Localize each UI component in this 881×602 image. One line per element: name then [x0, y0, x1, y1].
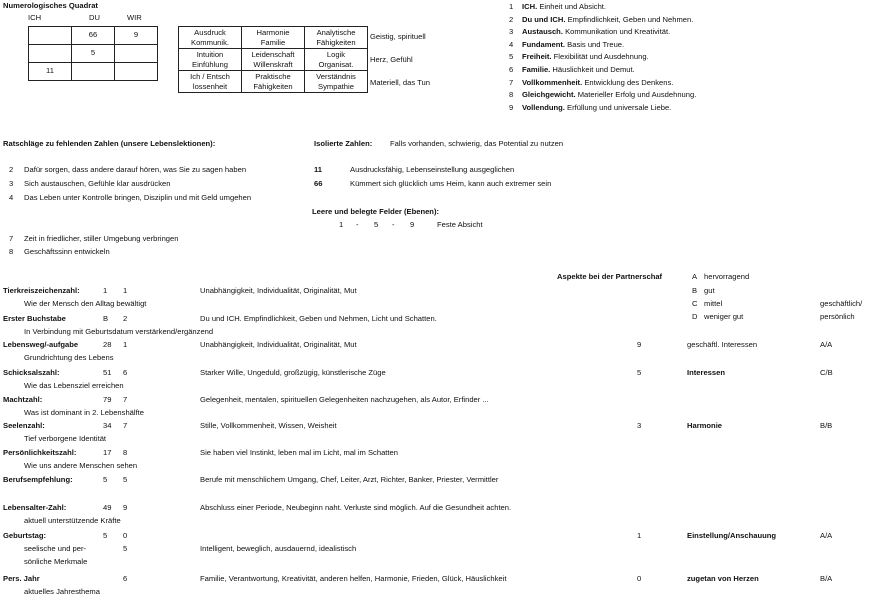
quadrat-cell: [29, 27, 72, 45]
meaning-keyword: Du und ICH.: [522, 14, 566, 24]
planes-cell: Harmonie Familie: [242, 27, 305, 49]
partnership-rating: A/A: [820, 531, 833, 540]
partnership-number: 9: [637, 340, 642, 349]
planes-cell: Ich / Entsch lossenheit: [179, 71, 242, 93]
advice-text: Geschäftssinn entwickeln: [24, 247, 110, 256]
row-description: Gelegenheit, mentalen, spirituellen Gelegenheiten nachzugehen, als Autor, Erfinder ...: [200, 395, 489, 404]
row-description: Abschluss einer Periode, Neubeginn naht. Verluste sind möglich. Auf die Gesundheit achten.: [200, 503, 512, 512]
plane-label-heart: Herz, Gefühl: [370, 55, 413, 64]
partnership-label: Einstellung/Anschauung: [687, 531, 777, 540]
row-value: 1: [103, 286, 108, 295]
meaning-keyword: Vollendung.: [522, 102, 565, 112]
isolated-subtitle: Falls vorhanden, schwierig, das Potential zu nutzen: [390, 139, 564, 148]
row-value: 17: [103, 448, 112, 457]
advice-text: Dafür sorgen, dass andere darauf hören, was Sie zu sagen haben: [24, 165, 247, 174]
meaning-keyword: Fundament.: [522, 39, 566, 49]
row-description: Du und ICH. Empfindlichkeit, Geben und Nehmen, Licht und Schatten.: [200, 314, 437, 323]
row-subtitle: Wie das Lebensziel erreichen: [24, 381, 124, 390]
row-description: Unabhängigkeit, Individualität, Originalität, Mut: [200, 286, 357, 295]
quadrat-title: Numerologisches Quadrat: [3, 1, 98, 10]
partnership-label: zugetan von Herzen: [687, 574, 759, 583]
quadrat-col-header-ich: ICH: [28, 13, 42, 22]
partnership-rating: B/B: [820, 421, 833, 430]
partnership-rating: B/A: [820, 574, 833, 583]
meaning-description: Einheit und Absicht.: [539, 2, 607, 11]
row-label: Seelenzahl:: [3, 421, 45, 430]
isolated-number: 11: [314, 165, 323, 174]
meaning-number: 8: [509, 90, 514, 100]
row-subtitle: Wie der Mensch den Alltag bewältigt: [24, 299, 147, 308]
planes-cell: Intuition Einfühlung: [179, 49, 242, 71]
row-reduced-value: 6: [123, 368, 128, 377]
row-label: Lebensweg/-aufgabe: [3, 340, 79, 349]
row-description: Familie, Verantwortung, Kreativität, anderen helfen, Harmonie, Frieden, Glück, Häuslichkeit: [200, 574, 507, 583]
row-reduced-value: 1: [123, 340, 128, 349]
meaning-keyword: Gleichgewicht.: [522, 90, 576, 100]
partnership-legend-label: mittel: [704, 299, 723, 308]
partnership-label: Interessen: [687, 368, 725, 377]
partnership-number: 5: [637, 368, 642, 377]
advice-number: 2: [9, 165, 14, 174]
partnership-number: 1: [637, 531, 642, 540]
partnership-column-header: persönlich: [820, 312, 855, 321]
quadrat-grid: [28, 26, 158, 81]
partnership-legend-code: D: [692, 312, 698, 321]
quadrat-cell: 11: [29, 63, 72, 81]
partnership-rating: A/A: [820, 340, 833, 349]
row-value: B: [103, 314, 109, 323]
row-description: Stille, Vollkommenheit, Wissen, Weisheit: [200, 421, 337, 430]
advice-number: 8: [9, 247, 14, 256]
row-description: Starker Wille, Ungeduld, großzügig, künstlerische Züge: [200, 368, 386, 377]
planes-cell: Verständnis Sympathie: [305, 71, 368, 93]
levels-title: Leere und belegte Felder (Ebenen):: [312, 207, 440, 216]
levels-number: 9: [410, 220, 415, 229]
row-subtitle: In Verbindung mit Geburtsdatum verstärkend/ergänzend: [24, 327, 214, 336]
row-label: Erster Buchstabe: [3, 314, 66, 323]
advice-number: 4: [9, 193, 14, 202]
isolated-text: Kümmert sich glücklich ums Heim, kann auch extremer sein: [350, 179, 552, 188]
meaning-number: 5: [509, 52, 514, 62]
meaning-number: 1: [509, 2, 514, 11]
advice-number: 3: [9, 179, 14, 188]
row-label: Tierkreiszeichenzahl:: [3, 286, 80, 295]
row-label: Pers. Jahr: [3, 574, 40, 583]
row-description: Unabhängigkeit, Individualität, Originalität, Mut: [200, 340, 357, 349]
levels-dash: -: [356, 220, 359, 229]
planes-row: [179, 71, 368, 93]
partnership-legend-code: A: [692, 272, 698, 281]
quadrat-cell: 9: [115, 27, 158, 45]
row-label: Berufsempfehlung:: [3, 475, 73, 484]
row-description: Sie haben viel Instinkt, leben mal im Licht, mal im Schatten: [200, 448, 398, 457]
partnership-legend-label: weniger gut: [704, 312, 744, 321]
meaning-number: 6: [509, 65, 514, 74]
isolated-text: Ausdrucksfähig, Lebenseinstellung ausgeglichen: [350, 165, 515, 174]
partnership-title: Aspekte bei der Partnerschaf: [557, 272, 663, 281]
meaning-description: Erfüllung und universale Liebe.: [567, 102, 672, 112]
quadrat-cell: 5: [72, 45, 115, 63]
meaning-keyword: Familie.: [522, 65, 551, 74]
partnership-number: 0: [637, 574, 642, 583]
advice-number: 7: [9, 234, 14, 243]
meaning-text: [522, 16, 693, 25]
row-sub-description: Intelligent, beweglich, ausdauernd, idealistisch: [200, 544, 357, 553]
meaning-description: Kommunikation und Kreativität.: [565, 27, 671, 37]
row-label: Schicksalszahl:: [3, 368, 60, 377]
meaning-keyword: Freiheit.: [522, 52, 552, 62]
isolated-title: Isolierte Zahlen:: [314, 139, 373, 148]
partnership-label: geschäftl. Interessen: [687, 340, 758, 349]
quadrat-cell: [29, 45, 72, 63]
meaning-text: [522, 53, 649, 62]
partnership-column-header: geschäftlich/: [820, 299, 863, 308]
advice-title: Ratschläge zu fehlenden Zahlen (unsere Lebenslektionen):: [3, 139, 216, 148]
quadrat-row: [29, 27, 158, 45]
advice-text: Das Leben unter Kontrolle bringen, Disziplin und mit Geld umgehen: [24, 193, 252, 202]
meaning-text: [522, 104, 671, 113]
meaning-text: [522, 79, 673, 88]
row-reduced-value: 6: [123, 574, 128, 583]
quadrat-cell: 66: [72, 27, 115, 45]
planes-cell: Ausdruck Kommunik.: [179, 27, 242, 49]
partnership-legend-code: C: [692, 299, 698, 308]
isolated-number: 66: [314, 179, 323, 188]
planes-row: [179, 49, 368, 71]
row-label: Lebensalter-Zahl:: [3, 503, 67, 512]
quadrat-col-header-du: DU: [89, 13, 100, 22]
row-subtitle: Tief verborgene Identität: [24, 434, 107, 443]
row-reduced-value: 7: [123, 421, 128, 430]
row-label: Machtzahl:: [3, 395, 43, 404]
meaning-keyword: ICH.: [522, 2, 538, 11]
row-description: Berufe mit menschlichem Umgang, Chef, Leiter, Arzt, Richter, Banker, Priester, Vermittler: [200, 475, 499, 484]
row-value: 5: [103, 531, 108, 540]
levels-dash: -: [392, 220, 395, 229]
meaning-description: Flexibilität und Ausdehnung.: [553, 52, 649, 62]
meaning-description: Materieller Erfolg und Ausdehnung.: [577, 90, 697, 100]
meaning-number: 3: [509, 27, 514, 37]
planes-cell: Praktische Fähigkeiten: [242, 71, 305, 93]
row-label: Geburtstag:: [3, 531, 47, 540]
row-subtitle: seelische und per-: [24, 544, 87, 553]
meaning-number: 4: [509, 39, 514, 49]
levels-text: Feste Absicht: [437, 220, 483, 229]
advice-text: Sich austauschen, Gefühle klar ausdrücken: [24, 179, 171, 188]
meaning-text: [522, 28, 670, 37]
row-reduced-value: 2: [123, 314, 128, 323]
row-reduced-value: 8: [123, 448, 128, 457]
partnership-rating: C/B: [820, 368, 833, 377]
meaning-text: [522, 41, 624, 50]
meaning-description: Empfindlichkeit, Geben und Nehmen.: [567, 14, 694, 24]
meaning-description: Entwicklung des Denkens.: [584, 77, 674, 87]
row-subtitle: Wie uns andere Menschen sehen: [24, 461, 138, 470]
row-sub-value: 5: [123, 544, 128, 553]
meaning-description: Häuslichkeit und Demut.: [552, 65, 635, 74]
meaning-number: 7: [509, 77, 514, 87]
meaning-keyword: Austausch.: [522, 27, 563, 37]
quadrat-row: [29, 63, 158, 81]
partnership-label: Harmonie: [687, 421, 723, 430]
row-value: 51: [103, 368, 112, 377]
partnership-legend-label: gut: [704, 286, 715, 295]
row-label: Persönlichkeitszahl:: [3, 448, 77, 457]
partnership-number: 3: [637, 421, 642, 430]
row-value: 5: [103, 475, 108, 484]
planes-cell: Logik Organisat.: [305, 49, 368, 71]
quadrat-cell: [115, 45, 158, 63]
plane-label-material: Materiell, das Tun: [370, 78, 430, 87]
partnership-legend-code: B: [692, 286, 698, 295]
row-value: 49: [103, 503, 112, 512]
row-reduced-value: 9: [123, 503, 128, 512]
row-subtitle: Was ist dominant in 2. Lebenshälfte: [24, 408, 145, 417]
levels-number: 1: [339, 220, 344, 229]
quadrat-row: [29, 45, 158, 63]
meaning-text: [522, 66, 635, 75]
row-reduced-value: 7: [123, 395, 128, 404]
row-reduced-value: 1: [123, 286, 128, 295]
quadrat-cell: [115, 63, 158, 81]
levels-number: 5: [374, 220, 379, 229]
planes-cell: Analytische Fähigkeiten: [305, 27, 368, 49]
planes-table: [178, 26, 368, 93]
row-subtitle: Grundrichtung des Lebens: [24, 353, 114, 362]
row-value: 28: [103, 340, 112, 349]
row-subtitle: aktuell unterstützende Kräfte: [24, 516, 121, 525]
meaning-text: [522, 91, 696, 100]
meaning-description: Basis und Treue.: [567, 39, 625, 49]
planes-row: [179, 27, 368, 49]
row-value: 34: [103, 421, 112, 430]
row-reduced-value: 0: [123, 531, 128, 540]
plane-label-spiritual: Geistig, spirituell: [370, 32, 426, 41]
advice-text: Zeit in friedlicher, stiller Umgebung verbringen: [24, 234, 179, 243]
quadrat-col-header-wir: WIR: [127, 13, 142, 22]
meaning-text: [522, 3, 606, 12]
row-subtitle: sönliche Merkmale: [24, 557, 88, 566]
quadrat-cell: [72, 63, 115, 81]
meaning-number: 2: [509, 14, 514, 24]
row-subtitle: aktuelles Jahresthema: [24, 587, 100, 596]
meaning-number: 9: [509, 102, 514, 112]
planes-cell: Leidenschaft Willenskraft: [242, 49, 305, 71]
partnership-legend-label: hervorragend: [704, 272, 750, 281]
row-reduced-value: 5: [123, 475, 128, 484]
meaning-keyword: Vollkommenheit.: [522, 77, 583, 87]
row-value: 79: [103, 395, 112, 404]
